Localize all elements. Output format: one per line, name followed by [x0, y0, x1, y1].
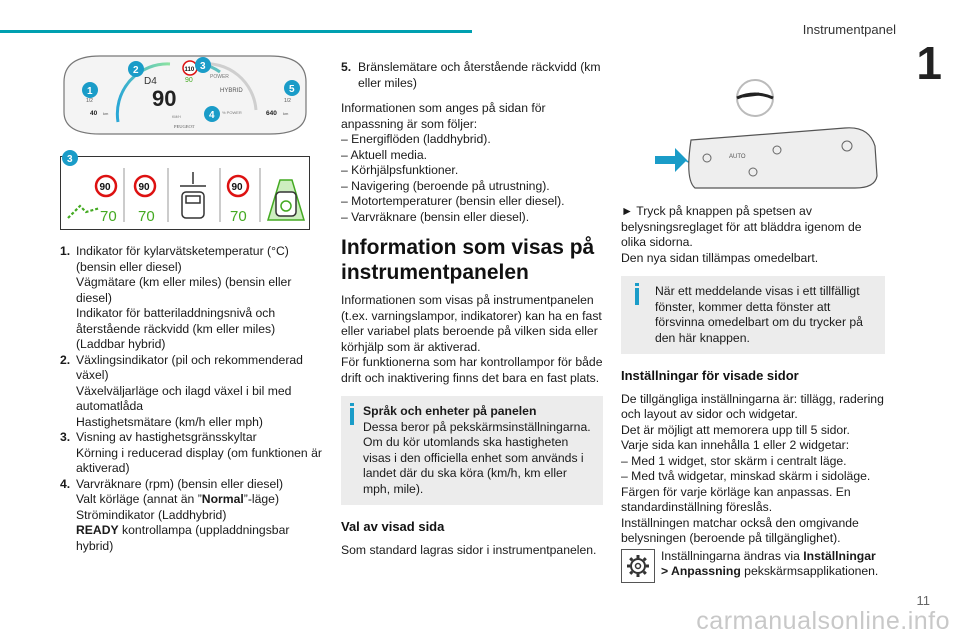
mini-limit: 90	[185, 77, 193, 84]
svg-text:4: 4	[209, 110, 215, 121]
svg-text:3: 3	[67, 154, 73, 165]
sub-body: Som standard lagras sidor i instrumentpanelen.	[341, 542, 597, 557]
intro-text: Informationen som anges på sidan för anpassning är som följer:	[341, 101, 546, 131]
header-rule	[0, 30, 472, 33]
brand-label: PEUGEOT	[174, 124, 195, 129]
info-icon	[348, 403, 356, 425]
left-fraction: 1/2	[86, 98, 93, 104]
limit-sign-value: 110	[184, 67, 195, 73]
car-icon-2	[276, 192, 296, 216]
gear-icon	[621, 549, 655, 583]
lighting-stalk-illustration	[655, 76, 887, 192]
left-range-unit: km	[103, 111, 109, 116]
page-number: 11	[916, 593, 930, 608]
settings-body: De tillgängliga inställningarna är: tillägg, radering och layout av sidor och widgetar. Det är möjligt att memorera upp till 5 sidor. Varje sida kan innehålla 1 eller 2 widgetar: – Med 1 widget, stor skärm i centralt läge. – Med två widgetar, minskad skärm i sidoläge. Färgen för varje körläge kan anpassas. En standardinställning föreslås. Inställningen matchar också den omgivande belysningen (beroende på tillgänglighet).	[621, 391, 884, 545]
speed-value-3: 70	[230, 208, 247, 225]
power-label: POWER	[210, 74, 229, 80]
figure-legend	[60, 244, 322, 554]
watermark: carmanualsonline.info	[696, 607, 950, 635]
note-box-2: När ett meddelande visas i ett tillfälligt fönster, kommer detta fönster att försvinna omedelbart om du trycker på den här knappen.	[621, 276, 885, 354]
legend-item-5: 5. Bränslemätare och återstående räckvidd (km eller miles)	[341, 60, 601, 90]
subheading: Val av visad sida	[341, 519, 445, 534]
svg-text:3: 3	[200, 61, 206, 72]
section-heading: Information som visas på instrumentpanelen	[341, 236, 595, 284]
left-range: 40	[90, 110, 98, 117]
speed-limit-display-illustration	[60, 150, 310, 230]
legend-item-2: 2. Växlingsindikator (pil och rekommenderad växel) Växelväljarläge och ilagd växel i bil med automatlåda Hastighetsmätare (km/h eller mph)	[60, 352, 303, 429]
speed-sign-3	[228, 176, 248, 196]
chapter-number: 1	[916, 37, 942, 89]
speed-sign-2	[135, 176, 155, 196]
svg-text:2: 2	[133, 65, 139, 76]
gear-readout: D4	[144, 76, 157, 87]
speed-value-1: 70	[100, 208, 117, 225]
arrow-icon	[655, 148, 687, 172]
instrument-cluster-illustration	[60, 52, 310, 138]
right-fraction: 1/2	[284, 98, 291, 104]
legend-item-3: 3. Visning av hastighetsgränsskyltar Körning i reducerad display (om funktionen är aktiverad)	[60, 430, 322, 475]
callout-5	[284, 80, 300, 96]
callout-3b	[62, 150, 78, 166]
note-box: Språk och enheter på panelen Dessa beror på pekskärmsinställningarna. Om du kör utomlands ska hastigheten visas i den officiella enhet som används i landet där du ska köra (km/h, km eller mph, mile).	[341, 396, 603, 505]
svg-text:1: 1	[87, 86, 93, 97]
legend-item-1: 1. Indikator för kylarvätsketemperatur (°C) (bensin eller diesel) Vägmätare (km eller miles) (bensin eller diesel) Indikator för batteriladdningsnivå och återstående räckvidd (km eller miles) (Laddbar hybrid)	[60, 244, 292, 351]
svg-text:90: 90	[138, 182, 150, 193]
step-instruction: ► Tryck på knappen på spetsen av belysningsreglaget för att bläddra igenom de olika sidorna.	[621, 204, 862, 249]
svg-text:5: 5	[289, 84, 295, 95]
body-paragraph-1: Informationen som visas på instrumentpanelen (t.ex. varningslampor, indikatorer) kan ha en fast eller variabel plats beroende på vilken sida eller körhjälp som är aktiverad.	[341, 293, 602, 354]
column-2	[341, 60, 603, 558]
callout-4	[204, 106, 220, 122]
speed-value-2: 70	[138, 208, 155, 225]
right-range-unit: km	[283, 111, 289, 116]
step-result: Den nya sidan tillämpas omedelbart.	[621, 250, 819, 265]
speed-sign-1	[96, 176, 116, 196]
feature-list: – Energiflöden (laddhybrid). – Aktuell media. – Körhjälpsfunktioner. – Navigering (beroende på utrustning). – Motortemperaturer (bensin eller diesel). – Varvräknare (bensin eller diesel).	[341, 132, 565, 224]
auto-label: AUTO	[729, 154, 746, 160]
callout-2	[128, 61, 144, 77]
speed-readout: 90	[152, 86, 177, 111]
hybrid-label: HYBRID	[220, 88, 243, 94]
column-3	[621, 204, 885, 583]
speed-unit-label: KM/H	[172, 115, 181, 119]
settings-heading: Inställningar för visade sidor	[621, 368, 799, 383]
section-title: Instrumentpanel	[802, 22, 896, 37]
svg-text:90: 90	[231, 182, 243, 193]
svg-text:90: 90	[99, 182, 111, 193]
info-icon	[633, 283, 641, 305]
right-range: 640	[266, 110, 277, 117]
callout-1	[82, 82, 98, 98]
legend-item-4: 4. Varvräknare (rpm) (bensin eller diesel) Valt körläge (annat än ”Normal”-läge) Strömindikator (Laddhybrid) READY kontrollampa (uppladdningsbar hybrid)	[60, 476, 290, 553]
percent-power-label: % POWER	[222, 110, 242, 115]
callout-3	[195, 57, 211, 73]
body-paragraph-2: För funktionerna som har kontrollampor för både drift och inaktivering finns det bara en fast plats.	[341, 355, 603, 385]
steering-wheel-icon	[737, 80, 773, 116]
settings-path: Inställningarna ändras via Inställningar > Anpassning pekskärmsapplikationen.	[621, 549, 885, 583]
